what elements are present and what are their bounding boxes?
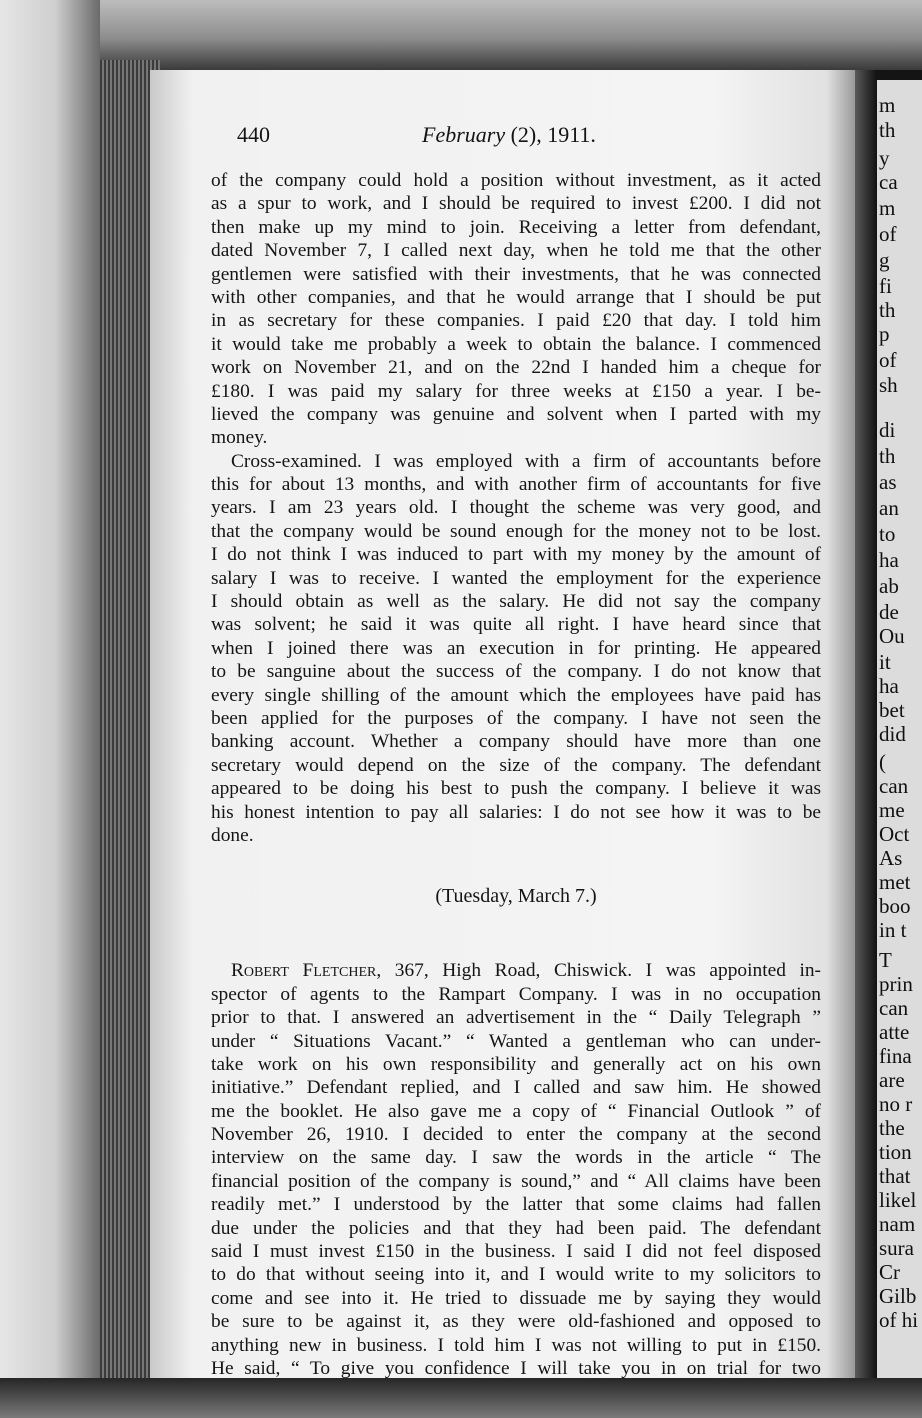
text-line: that the company would be sound enough for the money not to be lost. xyxy=(211,520,821,542)
section-gap xyxy=(211,847,821,885)
fletcher-testimony xyxy=(211,959,821,1380)
text-line: me the booklet. He also gave me a copy of “ Financial Outlook ” of xyxy=(211,1100,821,1122)
adjacent-page-fragment: ( xyxy=(879,750,886,774)
text-line: prior to that. I answered an advertisement in the “ Daily Telegraph ” xyxy=(211,1007,821,1029)
adjacent-page-fragment: T xyxy=(879,948,892,972)
text-line: then make up my mind to join. Receiving a letter from defendant, xyxy=(211,216,821,238)
text-line xyxy=(211,959,821,982)
issue-month: February xyxy=(422,122,506,147)
adjacent-page-fragment: di xyxy=(879,418,896,442)
text-line: said I must invest £150 in the business. I said I did not feel disposed xyxy=(211,1241,821,1263)
adjacent-page-fragment: sura xyxy=(879,1236,914,1260)
witness-name: Robert Fletcher xyxy=(231,960,377,982)
adjacent-page-fragment: ha xyxy=(879,548,899,572)
text-line: secretary would depend on the size of the company. The defendant xyxy=(211,754,821,776)
adjacent-page-fragment: p xyxy=(879,322,890,346)
text-line: to be sanguine about the success of the company. I do not know that xyxy=(211,661,821,683)
body-text xyxy=(211,169,821,1380)
text-line: been applied for the purposes of the company. I have not seen the xyxy=(211,707,821,729)
adjacent-page-fragment: As xyxy=(879,846,903,870)
adjacent-page-fragment: it xyxy=(879,650,891,674)
text-line: He said, “ To give you confidence I will take you in on trial for two xyxy=(211,1357,821,1379)
text-line: his honest intention to pay all salaries: I do not see how it was to be xyxy=(211,801,821,823)
adjacent-page-fragment: th xyxy=(879,444,896,468)
text-line: Cross-examined. I was employed with a firm of accountants before xyxy=(231,450,821,472)
text-line: take work on his own responsibility and generally act on his own xyxy=(211,1053,821,1075)
adjacent-page-fragment: prin xyxy=(879,972,913,996)
adjacent-page xyxy=(877,80,922,1380)
adjacent-page-fragment: did xyxy=(879,722,906,746)
text-line: financial position of the company is sound,” and “ All claims have been xyxy=(211,1170,821,1192)
text-line: in as secretary for these companies. I paid £20 that day. I told him xyxy=(211,310,821,332)
adjacent-page-fragment: no r xyxy=(879,1092,913,1116)
adjacent-page-fragment: boo xyxy=(879,894,911,918)
text-line: gentlemen were satisfied with their investments, that he was connected xyxy=(211,263,821,285)
text-line: be sure to be against it, as they were old-fashioned and opposed to xyxy=(211,1311,821,1333)
adjacent-page-fragment: th xyxy=(879,118,896,142)
text-line: I do not think I was induced to part with my money by the amount of xyxy=(211,544,821,566)
text-line: under “ Situations Vacant.” “ Wanted a gentleman who can under- xyxy=(211,1030,821,1052)
running-head xyxy=(237,122,757,152)
text-line: of the company could hold a position without investment, as it acted xyxy=(211,170,821,191)
adjacent-page-fragment: Gilb xyxy=(879,1284,917,1308)
adjacent-page-fragment: th xyxy=(879,298,896,322)
cross-examination-paragraph xyxy=(211,450,821,848)
adjacent-page-fragment: of hi xyxy=(879,1308,919,1332)
text-line: lieved the company was genuine and solvent when I parted with my xyxy=(211,403,821,425)
adjacent-page-fragment: that xyxy=(879,1164,911,1188)
text-line: done. xyxy=(211,824,254,846)
adjacent-page-fragment: m xyxy=(879,93,896,117)
adjacent-page-fragment: ab xyxy=(879,574,899,598)
adjacent-page-fragment: the xyxy=(879,1116,905,1140)
text-line: every single shilling of the amount which the employees have paid has xyxy=(211,684,821,706)
text-line: November 26, 1910. I decided to enter the company at the second xyxy=(211,1124,821,1146)
text-line: as a spur to work, and I should be required to invest £200. I did not xyxy=(211,193,821,215)
text-line: readily met.” I understood by the latter that some claims had fallen xyxy=(211,1194,821,1216)
adjacent-page-fragment: sh xyxy=(879,373,898,397)
adjacent-page-fragment: Ou xyxy=(879,624,905,648)
text-line: money. xyxy=(211,427,268,449)
adjacent-page-fragment: ca xyxy=(879,170,898,194)
adjacent-page-fragment: to xyxy=(879,522,896,546)
adjacent-page-fragment: g xyxy=(879,248,890,272)
page-number: 440 xyxy=(237,122,270,147)
text-line: initiative.” Defendant replied, and I called and saw him. He showed xyxy=(211,1077,821,1099)
text-line: due under the policies and that they had been paid. The defendant xyxy=(211,1217,821,1239)
adjacent-page-fragment: atte xyxy=(879,1020,910,1044)
adjacent-page-fragment: y xyxy=(879,146,890,170)
text-line: to do that without seeing into it, and I would write to my solicitors to xyxy=(211,1264,821,1286)
adjacent-page-fragment: fi xyxy=(879,274,892,298)
adjacent-page-fragment: Cr xyxy=(879,1260,900,1284)
text-line: appeared to be doing his best to push the company. I believe it was xyxy=(211,778,821,800)
section-gap xyxy=(211,911,821,959)
adjacent-page-fragment: nam xyxy=(879,1212,916,1236)
adjacent-page-fragment: of xyxy=(879,222,897,246)
adjacent-page-fragment: as xyxy=(879,470,897,494)
issue-date-rest: (2), 1911. xyxy=(505,122,596,147)
text-line: come and see into it. He tried to dissuade me by saying they would xyxy=(211,1287,821,1309)
adjacent-page-fragment: are xyxy=(879,1068,905,1092)
adjacent-page-fragment: me xyxy=(879,798,905,822)
fletcher-lines xyxy=(211,983,821,1381)
date-heading: (Tuesday, March 7.) xyxy=(435,885,597,908)
book-gutter xyxy=(855,70,877,1390)
scan-background-bottom xyxy=(0,1378,922,1418)
issue-date xyxy=(422,122,596,148)
text-line: with other companies, and that he would arrange that I should be put xyxy=(211,286,821,308)
adjacent-page-fragment: bet xyxy=(879,698,905,722)
adjacent-page-fragment: m xyxy=(879,196,896,220)
adjacent-page-fragment: in t xyxy=(879,918,907,942)
scan-background-left xyxy=(0,0,100,1418)
adjacent-page-fragment: fina xyxy=(879,1044,912,1068)
text-line: I should obtain as well as the salary. He did not say the company xyxy=(211,591,821,613)
adjacent-page-fragment: an xyxy=(879,496,899,520)
text-line: anything new in business. I told him I was not willing to put in £150. xyxy=(211,1334,821,1356)
witness-address: , 367, High Road, Chiswick. I was appointed in- xyxy=(376,960,821,982)
text-line: salary I was to receive. I wanted the employment for the experience xyxy=(211,567,821,589)
adjacent-page-fragment: of xyxy=(879,348,897,372)
adjacent-page-fragment: Oct xyxy=(879,822,910,846)
text-line: it would take me probably a week to obtain the balance. I commenced xyxy=(211,333,821,355)
text-line: interview on the same day. I saw the words in the article “ The xyxy=(211,1147,821,1169)
text-line: this for about 13 months, and with another firm of accountants for five xyxy=(211,474,821,496)
adjacent-page-fragment: can xyxy=(879,996,909,1020)
adjacent-page-fragment: likel xyxy=(879,1188,917,1212)
text-line: when I joined there was an execution in for printing. He appeared xyxy=(211,637,821,659)
text-line: work on November 21, and on the 22nd I handed him a cheque for xyxy=(211,357,821,379)
adjacent-page-fragment: de xyxy=(879,600,899,624)
adjacent-page-fragment: ha xyxy=(879,674,899,698)
text-line: was solvent; he said it was quite all right. I have heard since that xyxy=(211,614,821,636)
text-line: spector of agents to the Rampart Company. I was in no occupation xyxy=(211,983,821,1005)
text-line: years. I am 23 years old. I thought the scheme was very good, and xyxy=(211,497,821,519)
adjacent-page-fragment: tion xyxy=(879,1140,912,1164)
adjacent-page-fragment: met xyxy=(879,870,911,894)
text-line: dated November 7, I called next day, when he told me that the other xyxy=(211,240,821,262)
text-line: banking account. Whether a company should have more than one xyxy=(211,731,821,753)
text-line: £180. I was paid my salary for three weeks at £150 a year. I be- xyxy=(211,380,821,402)
testimony-paragraph xyxy=(211,169,821,450)
adjacent-page-fragment: can xyxy=(879,774,909,798)
